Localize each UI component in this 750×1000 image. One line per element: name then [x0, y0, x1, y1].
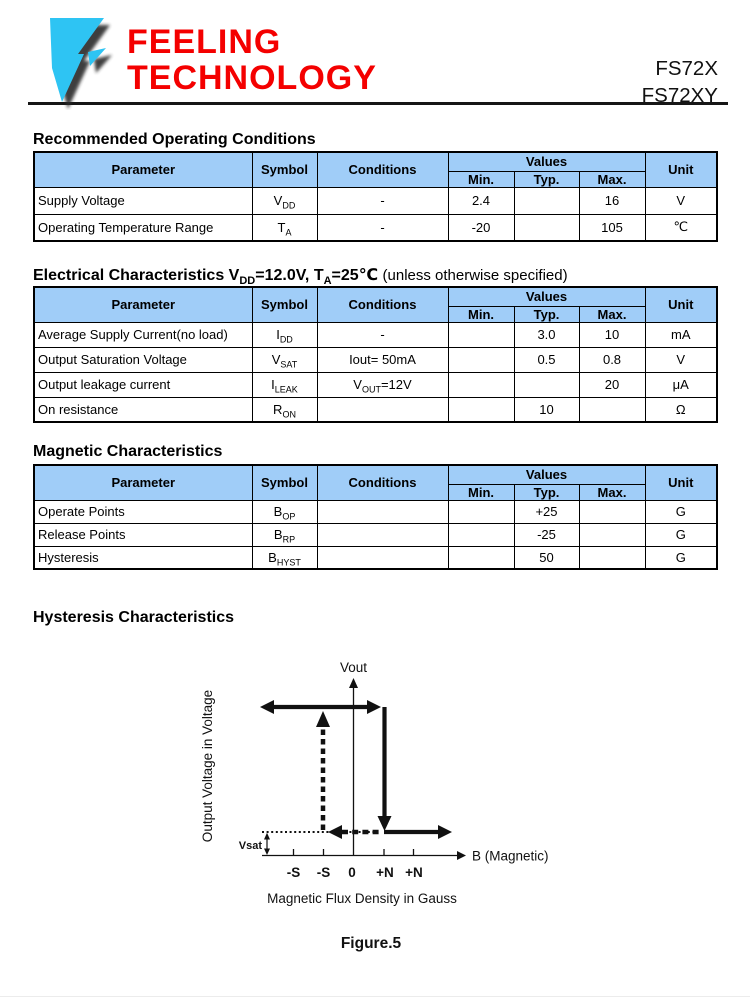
symbol-sub: A: [285, 227, 292, 238]
up-arrowhead-icon: [316, 711, 330, 727]
param-cell: Average Supply Current(no load): [34, 322, 252, 347]
typ-cell: [514, 214, 579, 241]
figure-number: Figure.5: [340, 935, 402, 952]
min-cell: [448, 523, 514, 546]
part-numbers: [642, 55, 718, 109]
unit-cell: μA: [645, 372, 717, 397]
part-number-1: FS72X: [655, 57, 718, 80]
section-title-recommended: Recommended Operating Conditions: [33, 131, 316, 148]
symbol-sub: LEAK: [274, 384, 298, 395]
col-header-typ: Typ.: [514, 484, 579, 500]
symbol-cell: [252, 397, 317, 422]
table-row: [34, 500, 717, 523]
conditions-cell: Iout= 50mA: [317, 347, 448, 372]
magnetic-characteristics-table: [33, 464, 718, 570]
unit-cell: G: [645, 546, 717, 569]
symbol-cell: [252, 214, 317, 241]
conditions-cell: -: [317, 187, 448, 214]
typ-cell: +25: [514, 500, 579, 523]
symbol-cell: [252, 187, 317, 214]
x-axis-title: B (Magnetic): [472, 848, 549, 864]
title-note: (unless otherwise specified): [382, 267, 568, 284]
tick-label: -S: [316, 865, 331, 880]
symbol-sub: OP: [282, 511, 296, 522]
electrical-characteristics-table: [33, 286, 718, 423]
min-cell: [448, 500, 514, 523]
max-cell: [579, 546, 645, 569]
symbol-main: V: [271, 352, 281, 367]
table-row: [34, 214, 717, 241]
min-cell: [448, 322, 514, 347]
col-header-symbol: Symbol: [252, 465, 317, 500]
table-row: [34, 322, 717, 347]
symbol-sub: DD: [279, 334, 293, 345]
tick-label: -S: [286, 865, 301, 880]
title-sub: DD: [239, 275, 256, 288]
symbol-cell: [252, 347, 317, 372]
typ-cell: [514, 187, 579, 214]
symbol-main: T: [277, 219, 286, 235]
max-cell: 10: [579, 322, 645, 347]
symbol-cell: [252, 372, 317, 397]
page-bottom-edge: [0, 996, 750, 997]
typ-cell: 3.0: [514, 322, 579, 347]
col-header-values: Values: [448, 287, 645, 306]
typ-cell: 50: [514, 546, 579, 569]
min-cell: [448, 546, 514, 569]
right-arrowhead-icon: [367, 700, 381, 714]
conditions-cell: [317, 372, 448, 397]
table-row: [34, 546, 717, 569]
col-header-max: Max.: [579, 484, 645, 500]
param-cell: Supply Voltage: [34, 187, 252, 214]
param-cell: Operating Temperature Range: [34, 214, 252, 241]
min-cell: [448, 372, 514, 397]
col-header-conditions: Conditions: [317, 465, 448, 500]
conditions-cell: [317, 500, 448, 523]
unit-cell: V: [645, 347, 717, 372]
max-cell: [579, 397, 645, 422]
left-arrowhead-icon: [328, 825, 342, 839]
conditions-cell: [317, 546, 448, 569]
tick-label: 0: [348, 865, 356, 880]
symbol-cell: [252, 322, 317, 347]
table-row: [34, 372, 717, 397]
company-logo-icon: [38, 10, 133, 110]
col-header-typ: Typ.: [514, 171, 579, 187]
symbol-sub: SAT: [280, 359, 298, 370]
symbol-cell: [252, 546, 317, 569]
title-text: =12.0V, T: [255, 267, 324, 284]
vout-label: Vout: [339, 660, 368, 675]
max-cell: [579, 523, 645, 546]
col-header-symbol: Symbol: [252, 287, 317, 322]
col-header-unit: Unit: [645, 465, 717, 500]
symbol-main: B: [268, 549, 277, 565]
table-row: [34, 397, 717, 422]
col-header-parameter: Parameter: [34, 465, 252, 500]
part-number-2: FS72XY: [641, 84, 718, 107]
col-header-min: Min.: [448, 484, 514, 500]
symbol-main: I: [276, 327, 280, 342]
title-text: =25℃: [331, 267, 379, 284]
section-title-hysteresis: Hysteresis Characteristics: [33, 609, 235, 626]
y-axis-title: Output Voltage in Voltage: [200, 689, 215, 843]
tick-label: +N: [376, 865, 394, 880]
symbol-cell: [252, 523, 317, 546]
down-arrowhead-icon: [378, 816, 392, 831]
param-cell: Output Saturation Voltage: [34, 347, 252, 372]
col-header-min: Min.: [448, 306, 514, 322]
condition-main: V: [353, 377, 362, 392]
conditions-cell: [317, 523, 448, 546]
conditions-cell: [317, 397, 448, 422]
y-axis-arrowhead-icon: [349, 678, 358, 688]
x-axis-tick-labels: [287, 865, 423, 880]
param-cell: Hysteresis: [34, 546, 252, 569]
col-header-parameter: Parameter: [34, 287, 252, 322]
min-cell: 2.4: [448, 187, 514, 214]
symbol-cell: [252, 500, 317, 523]
max-cell: 16: [579, 187, 645, 214]
unit-cell: Ω: [645, 397, 717, 422]
col-header-min: Min.: [448, 171, 514, 187]
typ-cell: [514, 372, 579, 397]
typ-cell: -25: [514, 523, 579, 546]
max-cell: 20: [579, 372, 645, 397]
left-arrowhead-icon: [260, 700, 274, 714]
symbol-main: R: [273, 401, 283, 417]
unit-cell: G: [645, 523, 717, 546]
figure-caption: Magnetic Flux Density in Gauss: [267, 891, 457, 906]
col-header-values: Values: [448, 152, 645, 171]
title-sub: A: [323, 275, 332, 288]
col-header-conditions: Conditions: [317, 287, 448, 322]
vsat-label: Vsat: [238, 840, 262, 852]
right-arrowhead-icon: [438, 825, 452, 839]
conditions-cell: -: [317, 214, 448, 241]
param-cell: Release Points: [34, 523, 252, 546]
col-header-symbol: Symbol: [252, 152, 317, 187]
symbol-main: B: [273, 527, 283, 542]
symbol-sub: HYST: [276, 557, 301, 568]
tick-label: +N: [405, 865, 423, 880]
typ-cell: 0.5: [514, 347, 579, 372]
col-header-parameter: Parameter: [34, 152, 252, 187]
typ-cell: 10: [514, 397, 579, 422]
unit-cell: mA: [645, 322, 717, 347]
symbol-sub: DD: [282, 200, 296, 211]
col-header-max: Max.: [579, 306, 645, 322]
table-row: [34, 347, 717, 372]
table-row: [34, 523, 717, 546]
symbol-sub: RP: [282, 534, 296, 545]
unit-cell: V: [645, 187, 717, 214]
min-cell: -20: [448, 214, 514, 241]
conditions-cell: -: [317, 322, 448, 347]
col-header-values: Values: [448, 465, 645, 484]
symbol-main: B: [273, 504, 283, 519]
param-cell: Operate Points: [34, 500, 252, 523]
col-header-typ: Typ.: [514, 306, 579, 322]
max-cell: [579, 500, 645, 523]
max-cell: 0.8: [579, 347, 645, 372]
symbol-main: I: [271, 377, 275, 392]
param-cell: On resistance: [34, 397, 252, 422]
unit-cell: G: [645, 500, 717, 523]
min-cell: [448, 347, 514, 372]
symbol-sub: ON: [282, 409, 296, 420]
table-header-row: [34, 287, 717, 306]
down-arrowhead-icon: [264, 849, 270, 856]
company-name-line2: TECHNOLOGY: [127, 59, 377, 97]
col-header-max: Max.: [579, 171, 645, 187]
x-axis-arrowhead-icon: [457, 851, 466, 860]
hysteresis-figure: [190, 652, 560, 962]
table-header-row: [34, 465, 717, 484]
title-text: Electrical Characteristics V: [33, 267, 240, 284]
header-divider: [28, 102, 728, 105]
min-cell: [448, 397, 514, 422]
section-title-electrical: [33, 265, 568, 288]
col-header-conditions: Conditions: [317, 152, 448, 187]
recommended-operating-conditions-table: [33, 151, 718, 242]
col-header-unit: Unit: [645, 152, 717, 187]
table-header-row: [34, 152, 717, 171]
company-name: [127, 24, 377, 96]
condition-sub: OUT: [361, 384, 381, 395]
company-name-line1: FEELING: [127, 23, 282, 61]
up-arrowhead-icon: [264, 833, 270, 840]
param-cell: Output leakage current: [34, 372, 252, 397]
unit-cell: ℃: [645, 214, 717, 241]
col-header-unit: Unit: [645, 287, 717, 322]
symbol-main: V: [273, 193, 283, 208]
table-row: [34, 187, 717, 214]
max-cell: 105: [579, 214, 645, 241]
condition-post: =12V: [380, 377, 412, 392]
section-title-magnetic: Magnetic Characteristics: [33, 443, 223, 460]
